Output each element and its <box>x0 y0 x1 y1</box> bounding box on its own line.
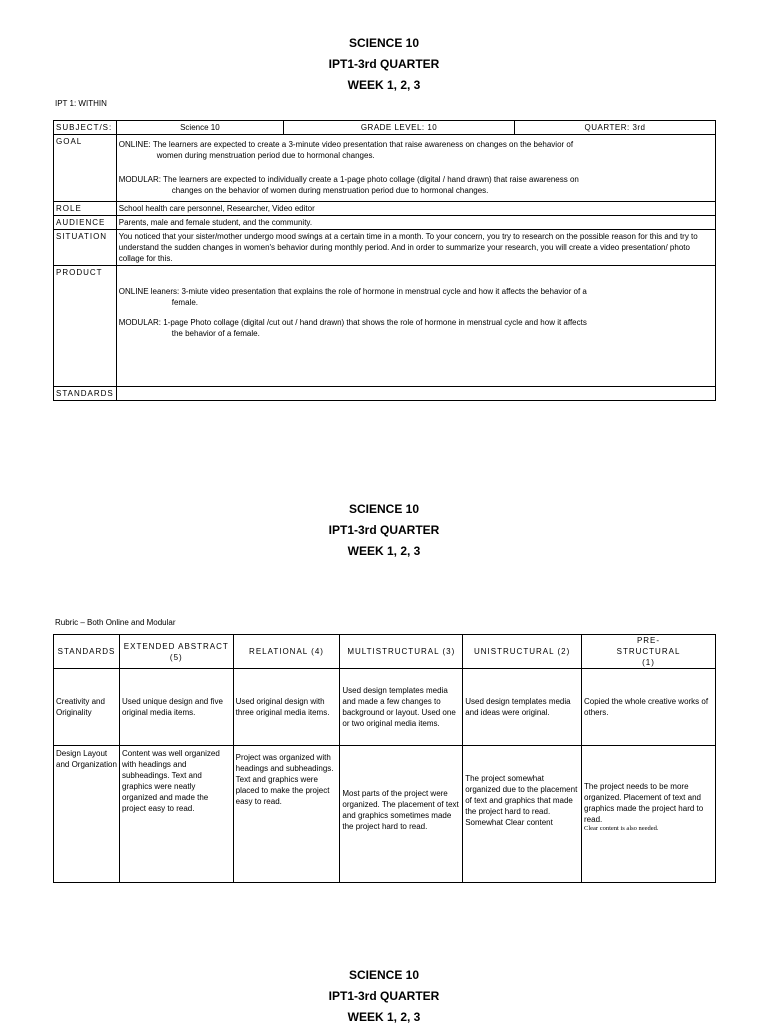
product-modular-line2: the behavior of a female. <box>171 329 260 338</box>
document-header-2 <box>0 499 768 562</box>
header-weeks: WEEK 1, 2, 3 <box>347 78 421 92</box>
goal-online-line2: women during menstruation period due to hormonal changes. <box>156 151 375 160</box>
goal-modular-line1: MODULAR: The learners are expected to individually create a 1-page photo collage (digital / hand drawn) that raise awareness on <box>118 175 579 184</box>
role-label: ROLE <box>54 202 117 216</box>
creativity-score-3: Used design templates media and made a few changes to background or layout. Used one or two original media items. <box>340 669 463 746</box>
header-title: SCIENCE 10 <box>348 502 420 516</box>
design-score-3: Most parts of the project were organized. The placement of text and graphics sometimes made the project hard to read. <box>340 746 463 883</box>
header-quarter: IPT1-3rd QUARTER <box>328 57 440 71</box>
product-value <box>116 266 715 387</box>
rubric-header-standards: STANDARDS <box>54 635 120 669</box>
rubric-header-4: RELATIONAL (4) <box>233 635 340 669</box>
rubric-header-3: MULTISTRUCTURAL (3) <box>340 635 463 669</box>
creativity-score-4: Used original design with three original media items. <box>233 669 340 746</box>
product-online-line2: female. <box>171 298 198 307</box>
rubric-header-5: EXTENDED ABSTRACT (5) <box>119 635 233 669</box>
creativity-score-1: Copied the whole creative works of others. <box>582 669 716 746</box>
subject-row <box>54 121 716 135</box>
situation-value: You noticed that your sister/mother undergo mood swings at a certain time in a month. To your concern, you try to research on the possible reason for this and try to understand the sudden changes in women's behavior during monthly period. And in order to summarize your research, you will create a video presentation/ photo collage for this. <box>116 230 715 266</box>
goal-online-line1: ONLINE: The learners are expected to create a 3-minute video presentation that raise awareness on changes on the behavior of <box>118 140 574 149</box>
design-score-4: Project was organized with headings and subheadings. Text and graphics were placed to make the project easy to read. <box>233 746 340 883</box>
header-title: SCIENCE 10 <box>348 36 420 50</box>
header-weeks: WEEK 1, 2, 3 <box>347 1010 421 1024</box>
subject-value: Science 10 <box>116 121 283 135</box>
design-score-2: The project somewhat organized due to the placement of text and graphics that made the project hard to read. Somewhat Clear content <box>463 746 582 883</box>
rubric-row-creativity <box>54 669 716 746</box>
criterion-creativity: Creativity and Originality <box>54 669 120 746</box>
goal-label: GOAL <box>54 135 117 202</box>
design-score-1-note: Clear content is also needed. <box>584 825 659 832</box>
design-score-1-text: The project needs to be more organized. Placement of text and graphics made the project hard to read. <box>584 782 704 824</box>
rubric-header-row <box>54 635 716 669</box>
product-row <box>54 266 716 387</box>
rubric-header-1: PRE-STRUCTURAL (1) <box>582 635 716 669</box>
product-modular-line1: MODULAR: 1-page Photo collage (digital /cut out / hand drawn) that shows the role of hormone in menstrual cycle and how it affects <box>118 318 587 327</box>
rubric-header-2: UNISTRUCTURAL (2) <box>463 635 582 669</box>
audience-row <box>54 216 716 230</box>
standards-value <box>116 387 715 401</box>
creativity-score-2: Used design templates media and ideas were original. <box>463 669 582 746</box>
quarter: QUARTER: 3rd <box>515 121 716 135</box>
header-weeks: WEEK 1, 2, 3 <box>347 544 421 558</box>
header-quarter: IPT1-3rd QUARTER <box>328 989 440 1003</box>
standards-row <box>54 387 716 401</box>
goal-value <box>116 135 715 202</box>
goal-modular-line2: changes on the behavior of women during menstruation period due to hormonal changes. <box>171 186 489 195</box>
design-score-1 <box>582 746 716 883</box>
criterion-design: Design Layout and Organization <box>54 746 120 883</box>
product-label: PRODUCT <box>54 266 117 387</box>
audience-label: AUDIENCE <box>54 216 117 230</box>
audience-value: Parents, male and female student, and the community. <box>116 216 715 230</box>
standards-label: STANDARDS <box>54 387 117 401</box>
rubric-row-design <box>54 746 716 883</box>
product-online-line1: ONLINE leaners: 3-miute video presentation that explains the role of hormone in menstrual cycle and how it affects the behavior of a <box>118 287 587 296</box>
situation-label: SITUATION <box>54 230 117 266</box>
subject-label: SUBJECT/S: <box>54 121 117 135</box>
creativity-score-5: Used unique design and five original media items. <box>119 669 233 746</box>
ipt-label: IPT 1: WITHIN <box>55 99 107 108</box>
situation-row <box>54 230 716 266</box>
header-title: SCIENCE 10 <box>348 968 420 982</box>
design-score-5: Content was well organized with headings and subheadings. Text and graphics were neatly organized and made the project easy to read. <box>119 746 233 883</box>
document-header-3 <box>0 965 768 1028</box>
grasps-table <box>53 120 716 401</box>
grade-level: GRADE LEVEL: 10 <box>284 121 515 135</box>
header-quarter: IPT1-3rd QUARTER <box>328 523 440 537</box>
rubric-table <box>53 634 716 883</box>
role-row <box>54 202 716 216</box>
goal-row <box>54 135 716 202</box>
rubric-label: Rubric – Both Online and Modular <box>55 618 176 627</box>
document-header <box>0 33 768 96</box>
role-value: School health care personnel, Researcher, Video editor <box>116 202 715 216</box>
